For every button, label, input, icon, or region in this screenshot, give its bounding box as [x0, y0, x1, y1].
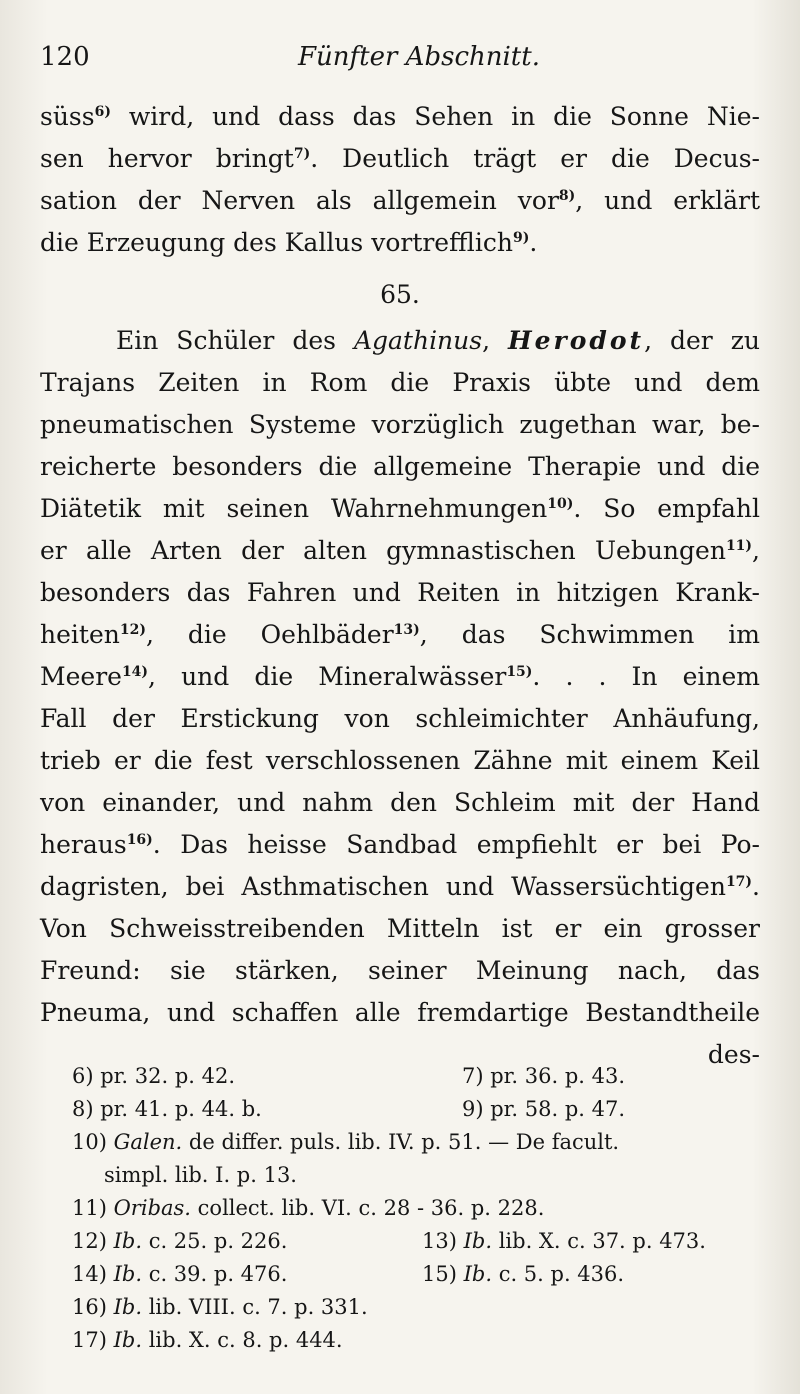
- text-line: Pneuma, und schaffen alle fremdartige Bestandtheile: [40, 998, 760, 1027]
- footnote-row: [72, 1093, 768, 1126]
- footnote-17: 17) Ib. lib. X. c. 8. p. 444.: [72, 1328, 343, 1352]
- footnote-ref: 15): [506, 664, 533, 680]
- text-line: heiten$^{12)}$, die Oehlbäder$^{13)}$, das Schwimmen im: [40, 620, 760, 649]
- footnote-row: [72, 1060, 768, 1093]
- footnote-7: 7) pr. 36. p. 43.: [462, 1064, 626, 1088]
- main-text: [40, 96, 760, 1076]
- text-line: Meere$^{14)}$, und die Mineralwässer$^{15)}$. . . In einem: [40, 662, 760, 691]
- footnote-6: 6) pr. 32. p. 42.: [72, 1064, 236, 1088]
- footnote-8: 8) pr. 41. p. 44. b.: [72, 1097, 262, 1121]
- footnote-ref: 16): [126, 832, 153, 848]
- footnotes: [72, 1060, 768, 1357]
- name-agathinus: Agathinus: [353, 326, 483, 355]
- text-line: heraus$^{16)}$. Das heisse Sandbad empfiehlt er bei Po-: [40, 830, 760, 859]
- footnote-10-cont: simpl. lib. I. p. 13.: [104, 1163, 297, 1187]
- text-line: trieb er die fest verschlossenen Zähne mit einem Keil: [40, 746, 760, 775]
- footnote-ref: 7): [293, 146, 311, 162]
- text-line: die Erzeugung des Kallus vortrefflich$^{9)}$.: [40, 228, 538, 257]
- footnote-ref: 8): [558, 188, 576, 204]
- text-line: sation der Nerven als allgemein vor$^{8)}$, und erklärt: [40, 186, 760, 215]
- text-line: Freund: sie stärken, seiner Meinung nach, das: [40, 956, 760, 985]
- footnote-ref: 11): [725, 538, 753, 554]
- footnote-11: 11) Oribas. collect. lib. VI. c. 28 - 36. p. 228.: [72, 1196, 545, 1220]
- footnote-ref: 13): [393, 622, 420, 638]
- footnote-16: 16) Ib. lib. VIII. c. 7. p. 331.: [72, 1295, 368, 1319]
- footnote-ref: 12): [119, 622, 146, 638]
- footnote-14: 14) Ib. c. 39. p. 476.: [72, 1262, 288, 1286]
- text-line: dagristen, bei Asthmatischen und Wassersüchtigen$^{17)}$.: [40, 872, 760, 901]
- text-line: Trajans Zeiten in Rom die Praxis übte und dem: [40, 368, 760, 397]
- text-line: Von Schweisstreibenden Mitteln ist er ein grosser: [40, 914, 760, 943]
- footnote-10: 10) Galen. de differ. puls. lib. IV. p. 51. — De facult.: [72, 1130, 620, 1154]
- footnote-ref: 6): [94, 104, 111, 120]
- footnote-ref: 9): [512, 230, 530, 246]
- footnote-9: 9) pr. 58. p. 47.: [462, 1097, 626, 1121]
- text-line: besonders das Fahren und Reiten in hitzigen Krank-: [40, 578, 760, 607]
- text-line: süss$^{6)}$ wird, und dass das Sehen in die Sonne Nie-: [40, 102, 760, 131]
- section-number: 65.: [380, 280, 420, 309]
- text-line: er alle Arten der alten gymnastischen Uebungen$^{11)}$,: [40, 536, 760, 565]
- name-herodot: Herodot: [508, 326, 645, 355]
- text-line: Diätetik mit seinen Wahrnehmungen$^{10)}$. So empfahl: [40, 494, 761, 523]
- footnote-ref: 14): [121, 664, 149, 680]
- text-line: reicherte besonders die allgemeine Therapie und die: [40, 452, 760, 481]
- footnote-13: 13) Ib. lib. X. c. 37. p. 473.: [422, 1229, 706, 1253]
- page-number: 120: [40, 42, 90, 72]
- page-header: [36, 38, 760, 78]
- text-line: von einander, und nahm den Schleim mit der Hand: [40, 788, 760, 817]
- text-line: pneumatischen Systeme vorzüglich zugethan war, be-: [40, 410, 760, 439]
- footnote-15: 15) Ib. c. 5. p. 436.: [422, 1262, 625, 1286]
- running-title: Fünfter Abschnitt.: [298, 42, 540, 72]
- footnote-12: 12) Ib. c. 25. p. 226.: [72, 1229, 288, 1253]
- text-line: Fall der Erstickung von schleimichter Anhäufung,: [40, 704, 760, 733]
- footnote-ref: 17): [725, 874, 753, 890]
- text-line: sen hervor bringt$^{7)}$. Deutlich trägt er die Decus-: [40, 144, 760, 173]
- footnote-row: [72, 1225, 768, 1258]
- catchword: des-: [707, 1040, 760, 1069]
- footnote-row: [72, 1258, 768, 1291]
- text-line: Ein Schüler des Agathinus, Herodot, der zu: [116, 326, 760, 355]
- footnote-ref: 10): [547, 496, 574, 512]
